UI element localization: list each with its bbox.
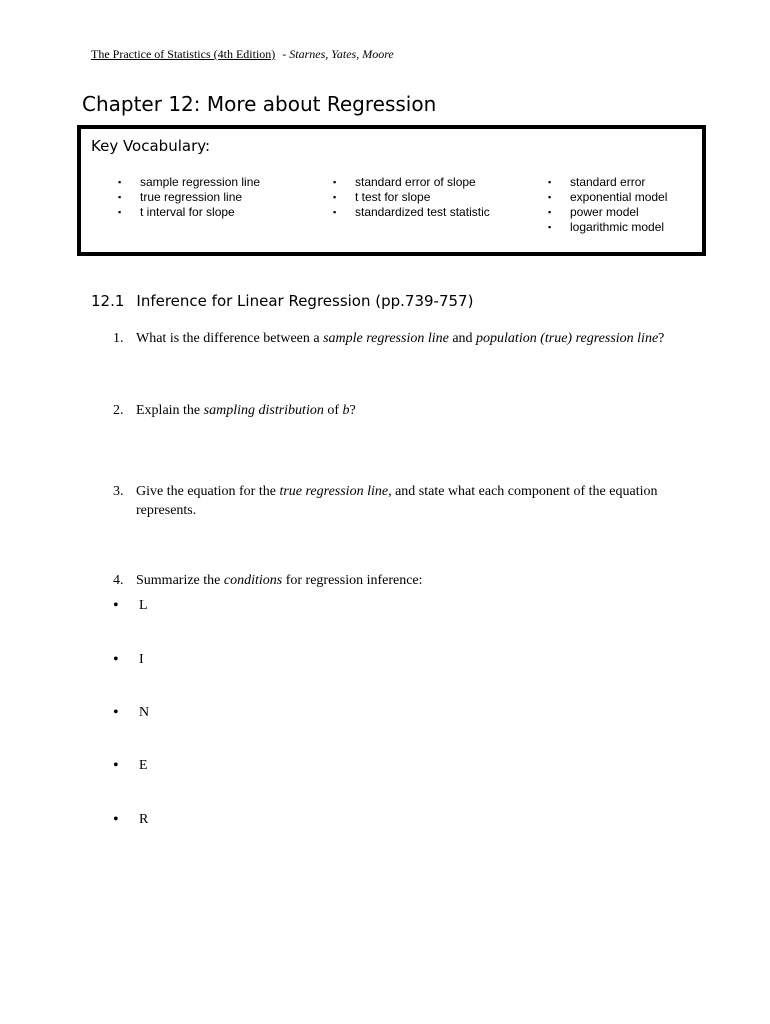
condition-letter: R <box>139 812 149 827</box>
section-heading <box>91 292 473 310</box>
square-bullet-icon: ▪ <box>118 177 122 187</box>
square-bullet-icon: ▪ <box>118 207 122 217</box>
square-bullet-icon: ▪ <box>333 192 337 202</box>
question-1 <box>113 329 693 348</box>
square-bullet-icon: ▪ <box>548 222 552 232</box>
condition-letter: E <box>139 758 148 773</box>
question-2 <box>113 401 693 420</box>
condition-letter: L <box>139 598 148 613</box>
book-authors: - Starnes, Yates, Moore <box>282 47 394 61</box>
vocab-column-1 <box>117 175 287 220</box>
document-header <box>91 47 394 62</box>
bullet-icon: • <box>113 811 119 828</box>
condition-letter: I <box>139 652 144 667</box>
question-3 <box>113 482 693 520</box>
question-text: Explain the sampling distribution of b? <box>136 403 356 418</box>
vocab-term: ▪ standard error of slope <box>332 175 512 190</box>
question-number: 2. <box>113 403 124 418</box>
vocab-term: ▪ t test for slope <box>332 190 512 205</box>
square-bullet-icon: ▪ <box>333 177 337 187</box>
section-title: Inference for Linear Regression (pp.739-757) <box>136 292 474 310</box>
vocab-term: ▪ sample regression line <box>117 175 287 190</box>
key-vocabulary-box <box>77 125 706 256</box>
question-text: Give the equation for the true regression line, and state what each component of the equation represents. <box>136 484 658 518</box>
vocab-term: ▪ true regression line <box>117 190 287 205</box>
chapter-title: Chapter 12: More about Regression <box>82 92 437 116</box>
bullet-icon: • <box>113 597 119 614</box>
bullet-icon: • <box>113 757 119 774</box>
vocab-term: ▪ t interval for slope <box>117 205 287 220</box>
question-number: 4. <box>113 573 124 588</box>
condition-letter: N <box>139 705 150 720</box>
vocab-term: ▪ power model <box>548 205 639 219</box>
question-text: Summarize the conditions for regression inference: <box>136 573 423 588</box>
question-number: 3. <box>113 484 124 499</box>
question-4 <box>113 571 693 590</box>
section-number: 12.1 <box>91 292 125 310</box>
question-text: What is the difference between a sample regression line and population (true) regression line? <box>136 331 665 346</box>
square-bullet-icon: ▪ <box>118 192 122 202</box>
bullet-icon: • <box>113 704 119 721</box>
vocab-term: ▪ standard error <box>548 175 646 189</box>
bullet-icon: • <box>113 651 119 668</box>
book-title: The Practice of Statistics (4th Edition) <box>91 47 276 61</box>
vocab-title: Key Vocabulary: <box>91 137 211 155</box>
square-bullet-icon: ▪ <box>548 207 552 217</box>
vocab-term: ▪ logarithmic model <box>548 220 665 234</box>
vocab-column-3 <box>548 175 700 235</box>
square-bullet-icon: ▪ <box>548 192 552 202</box>
square-bullet-icon: ▪ <box>548 177 552 187</box>
square-bullet-icon: ▪ <box>333 207 337 217</box>
vocab-term: ▪ exponential model <box>548 190 668 204</box>
question-number: 1. <box>113 331 124 346</box>
vocab-term: ▪ standardized test statistic <box>332 205 512 220</box>
vocab-column-2 <box>332 175 512 220</box>
